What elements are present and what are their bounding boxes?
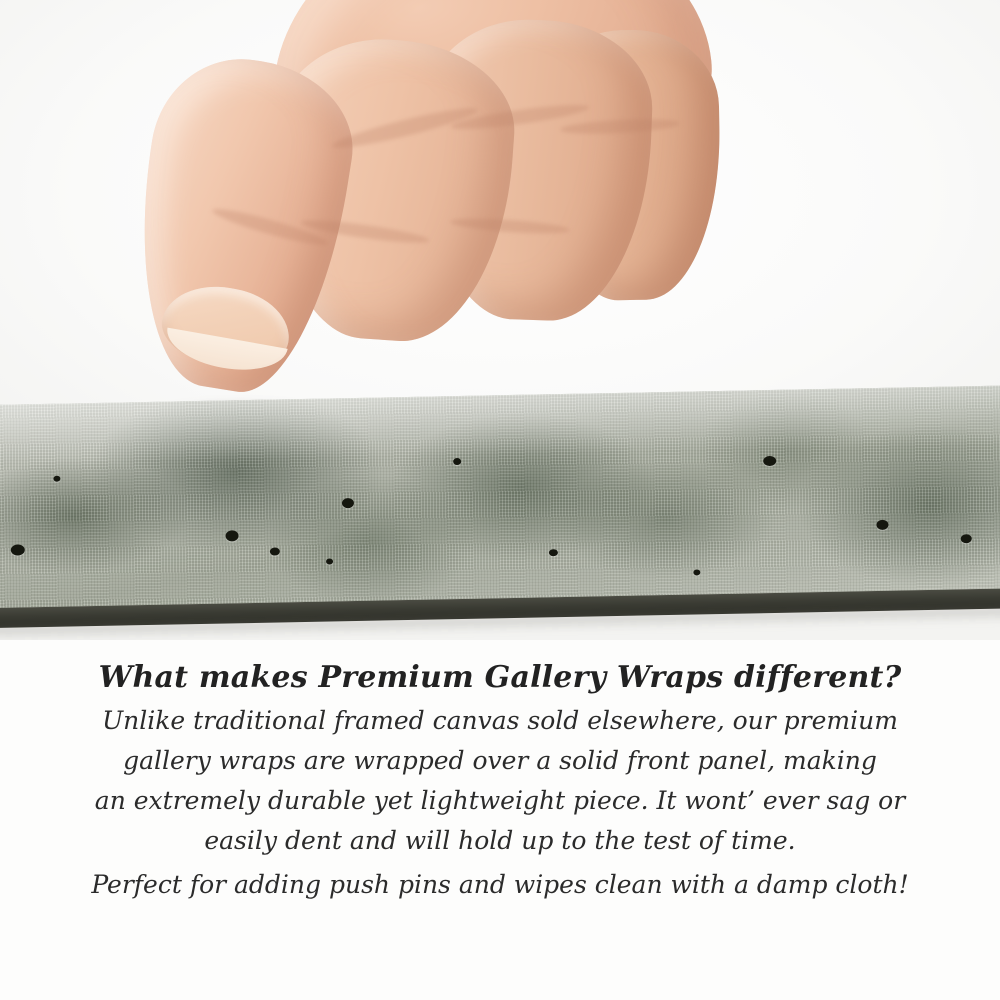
canvas-print-surface bbox=[0, 385, 1000, 610]
hand-illustration bbox=[120, 0, 700, 430]
caption-body bbox=[0, 701, 1000, 905]
caption-body-line: easily dent and will hold up to the test of time. bbox=[204, 826, 796, 855]
gallery-wrap-canvas bbox=[0, 385, 1000, 640]
caption-block bbox=[0, 660, 1000, 905]
caption-closing-line: Perfect for adding push pins and wipes clean with a damp cloth! bbox=[91, 870, 909, 899]
caption-body-line: an extremely durable yet lightweight piece. It wont’ ever sag or bbox=[94, 786, 906, 815]
caption-body-line: gallery wraps are wrapped over a solid front panel, making bbox=[123, 746, 877, 775]
caption-heading: What makes Premium Gallery Wraps different? bbox=[98, 660, 902, 695]
caption-body-line: Unlike traditional framed canvas sold elsewhere, our premium bbox=[102, 706, 898, 735]
